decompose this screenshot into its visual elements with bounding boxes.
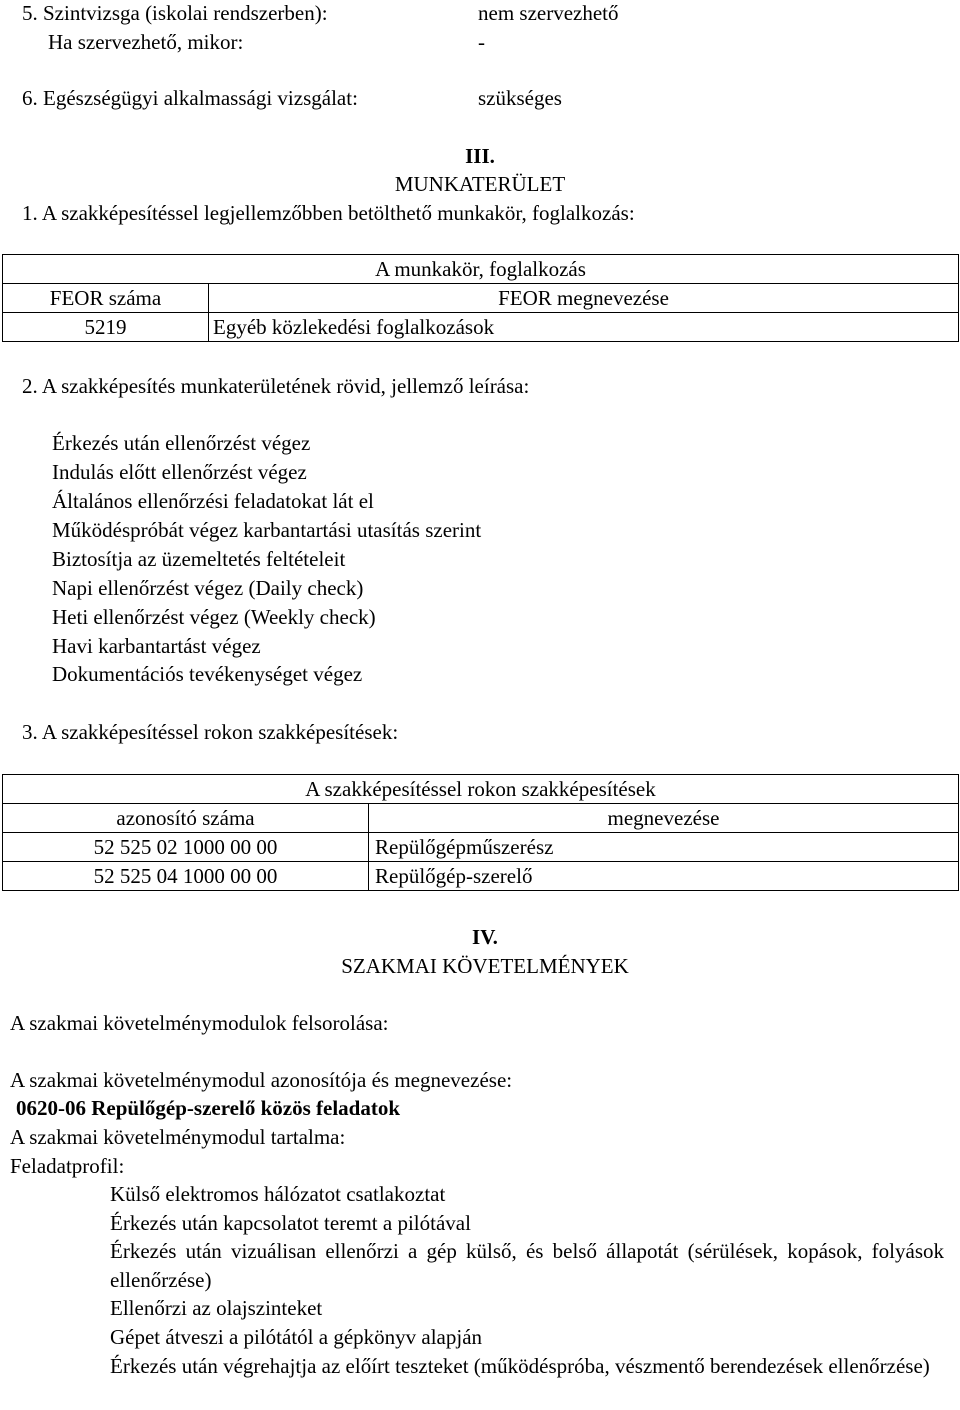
related-name-cell: Repülőgépműszerész bbox=[369, 833, 959, 862]
feor-name-header: FEOR megnevezése bbox=[209, 284, 959, 313]
feor-table-caption: A munkakör, foglalkozás bbox=[3, 255, 959, 284]
table-row bbox=[3, 313, 959, 342]
feor-name-cell: Egyéb közlekedési foglalkozások bbox=[209, 313, 959, 342]
list-item: Napi ellenőrzést végez (Daily check) bbox=[52, 576, 364, 600]
related-table-caption: A szakképesítéssel rokon szakképesítések bbox=[3, 775, 959, 804]
section5-value: nem szervezhető bbox=[478, 1, 619, 25]
feor-table bbox=[2, 254, 959, 342]
related-qualifications-table bbox=[2, 774, 959, 891]
list-item: Érkezés után kapcsolatot teremt a pilótával bbox=[110, 1210, 471, 1235]
list-item: Érkezés után vizuálisan ellenőrzi a gép külső, és belső állapotát (sérülések, kopások, folyások ellenőrzése) bbox=[110, 1239, 944, 1292]
list-item: Működéspróbát végez karbantartási utasítás szerint bbox=[52, 518, 482, 542]
section6-value: szükséges bbox=[478, 86, 562, 110]
related-id-cell: 52 525 02 1000 00 00 bbox=[3, 833, 369, 862]
list-item: Biztosítja az üzemeltetés feltételeit bbox=[52, 547, 346, 571]
section6-label: 6. Egészségügyi alkalmassági vizsgálat: bbox=[22, 86, 358, 110]
modules-list-title: A szakmai követelménymodulok felsorolása: bbox=[10, 1011, 389, 1035]
module-id-title: A szakmai követelménymodul azonosítója és megnevezése: bbox=[10, 1068, 513, 1092]
module-name: 0620-06 Repülőgép-szerelő közös feladatok bbox=[16, 1096, 400, 1120]
table-row bbox=[3, 862, 959, 891]
list-item: Általános ellenőrzési feladatokat lát el bbox=[52, 489, 374, 513]
feor-code-header: FEOR száma bbox=[3, 284, 209, 313]
item2-title: 2. A szakképesítés munkaterületének rövid, jellemző leírása: bbox=[22, 374, 530, 398]
list-item: Heti ellenőrzést végez (Weekly check) bbox=[52, 605, 376, 629]
list-item: Indulás előtt ellenőrzést végez bbox=[52, 460, 307, 484]
feor-code-cell: 5219 bbox=[3, 313, 209, 342]
part3-title: MUNKATERÜLET bbox=[394, 172, 566, 196]
part4-title: SZAKMAI KÖVETELMÉNYEK bbox=[341, 954, 629, 978]
list-item: Gépet átveszi a pilótától a gépkönyv alapján bbox=[110, 1324, 483, 1349]
related-name-header: megnevezése bbox=[369, 804, 959, 833]
exam-when-value: - bbox=[478, 30, 485, 54]
task-profile-title: Feladatprofil: bbox=[10, 1154, 125, 1178]
exam-when-label: Ha szervezhető, mikor: bbox=[48, 30, 244, 54]
related-name-cell: Repülőgép-szerelő bbox=[369, 862, 959, 891]
list-item: Érkezés után végrehajtja az előírt teszteket (működéspróba, vészmentő berendezések ellenőrzése) bbox=[110, 1353, 930, 1378]
list-item: Érkezés után ellenőrzést végez bbox=[52, 431, 311, 455]
part4-roman: IV. bbox=[472, 925, 498, 949]
item3-title: 3. A szakképesítéssel rokon szakképesítések: bbox=[22, 720, 399, 744]
list-item: Dokumentációs tevékenységet végez bbox=[52, 662, 363, 686]
module-content-title: A szakmai követelménymodul tartalma: bbox=[10, 1125, 346, 1149]
table-row bbox=[3, 833, 959, 862]
list-item: Külső elektromos hálózatot csatlakoztat bbox=[110, 1182, 446, 1206]
list-item: Havi karbantartást végez bbox=[52, 634, 261, 658]
related-id-cell: 52 525 04 1000 00 00 bbox=[3, 862, 369, 891]
list-item: Ellenőrzi az olajszinteket bbox=[110, 1296, 323, 1321]
part3-roman: III. bbox=[465, 144, 495, 168]
item1-title: 1. A szakképesítéssel legjellemzőbben betölthető munkakör, foglalkozás: bbox=[22, 201, 635, 225]
related-id-header: azonosító száma bbox=[3, 804, 369, 833]
section5-label: 5. Szintvizsga (iskolai rendszerben): bbox=[22, 1, 328, 25]
task-list bbox=[110, 1180, 944, 1380]
